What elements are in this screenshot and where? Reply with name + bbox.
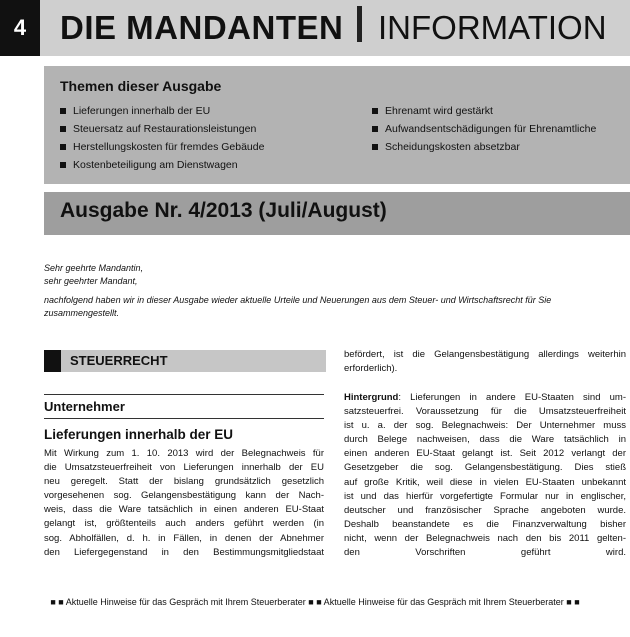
background-label: Hintergrund: [344, 392, 399, 403]
footer-text: ■ ■ Aktuelle Hinweise für das Gespräch mit Ihrem Steuerberater ■ ■ Aktuelle Hinweise für das Gespräch mit Ihrem Steuerberater ■ ■: [50, 597, 580, 607]
text-line: weis, dass die Ware tatsächlich in einen anderen EU-Staat: [44, 504, 324, 516]
page-number: 4: [0, 0, 40, 56]
topic-label: Kostenbeteiligung am Dienstwagen: [73, 159, 238, 171]
intro-text: nachfolgend haben wir in dieser Ausgabe wieder aktuelle Urteile und Neuerungen aus dem Steuer- und Wirtschaftsrecht für Sie: [44, 295, 552, 305]
text-line: erforderlich).: [344, 363, 398, 375]
section-marker: [44, 350, 61, 372]
brand-title: DIE MANDANTEN: [60, 9, 344, 46]
text-line: einen anderen EU-Staat gelangt ist. Seit 2012 verlangt der: [344, 448, 626, 460]
article-body-left: [44, 447, 324, 560]
issue-title: Ausgabe Nr. 4/2013 (Juli/August): [60, 199, 387, 222]
text-line: [344, 391, 626, 405]
topic-item[interactable]: [372, 102, 596, 120]
topic-item[interactable]: [372, 138, 596, 156]
text-line: ist u. a. der sog. Belegnachweis: Der Unternehmer muss: [344, 420, 626, 432]
greeting-line: sehr geehrter Mandant,: [44, 276, 138, 286]
text-line: den Vorschriften geführt wird.: [344, 547, 626, 559]
intro-text: zusammengestellt.: [44, 308, 120, 318]
brand-separator: [357, 6, 362, 42]
topic-item[interactable]: [60, 120, 264, 138]
topic-label: Steuersatz auf Restaurationsleistungen: [73, 123, 257, 135]
article-title: Lieferungen innerhalb der EU: [44, 427, 234, 442]
bullet-icon: [60, 144, 66, 150]
text-line: die Umsatzsteuerfreiheit von Lieferungen innerhalb der EU: [44, 462, 324, 474]
text-line: durch Belege nachweisen, dass die Ware tatsächlich in: [344, 434, 626, 446]
topic-item[interactable]: [372, 120, 596, 138]
divider: [44, 418, 324, 419]
text-line: befördert, ist die Gelangensbestätigung allerdings weiterhin: [344, 349, 626, 360]
topic-item[interactable]: [60, 102, 264, 120]
text-line: Deshalb beanstandete es die Finanzverwaltung bisher: [344, 518, 626, 530]
subheading: Unternehmer: [44, 399, 125, 414]
text-line: Gesetzgeber die sog. Gelangensbestätigung. Dies stieß: [344, 462, 626, 474]
article-body-right-top: [344, 348, 626, 376]
text-line: den Liefergegenstand in den Bestimmungsmitgliedstaat: [44, 546, 324, 558]
bullet-icon: [60, 108, 66, 114]
topic-label: Aufwandsentschädigungen für Ehrenamtliche: [385, 123, 597, 135]
topic-label: Herstellungskosten für fremdes Gebäude: [73, 141, 265, 153]
topics-right-list: [372, 102, 596, 156]
section-title: STEUERRECHT: [70, 353, 168, 368]
divider: [44, 394, 324, 395]
topic-label: Scheidungskosten absetzbar: [385, 141, 520, 153]
bullet-icon: [60, 126, 66, 132]
topic-item[interactable]: [60, 156, 264, 174]
brand-subtitle: INFORMATION: [378, 9, 607, 46]
topic-label: Ehrenamt wird gestärkt: [385, 105, 493, 117]
text-line: gelangt ist, größtenteils auch anders geführt werden (in: [44, 518, 324, 530]
text-line: satzsteuerfrei. Voraussetzung für die Umsatzsteuerfreiheit: [344, 406, 626, 418]
text-line: sog. Abholfällen, d. h. in Fällen, in denen der Abnehmer: [44, 532, 324, 544]
greeting-line: Sehr geehrte Mandantin,: [44, 263, 144, 273]
text-fragment: : Lieferungen in andere EU-Staaten sind um-: [398, 392, 626, 403]
bullet-icon: [372, 108, 378, 114]
bullet-icon: [372, 126, 378, 132]
text-line: vorgesehenen sog. Gelangensbestätigung kann der Nach-: [44, 490, 324, 502]
text-line: Mit Wirkung zum 1. 10. 2013 wird der Belegnachweis für: [44, 448, 324, 459]
bullet-icon: [372, 144, 378, 150]
text-line: ist und das hierfür vorgefertigte Formular nur in englischer,: [344, 490, 626, 502]
topics-title: Themen dieser Ausgabe: [60, 78, 222, 94]
text-line: deutscher und französischer Sprache angeboten wurde.: [344, 504, 626, 516]
text-line: nicht, wenn der Belegnachweis nach den bis 2011 gelten-: [344, 532, 626, 544]
article-body-right: [344, 391, 626, 560]
topic-label: Lieferungen innerhalb der EU: [73, 105, 211, 117]
topic-item[interactable]: [60, 138, 264, 156]
bullet-icon: [60, 162, 66, 168]
topics-left-list: [60, 102, 264, 174]
text-line: auf große Kritik, weil diese in vielen EU-Staaten unbekannt: [344, 476, 626, 488]
text-line: neu geregelt. Statt der bislang grundsätzlich gesetzlich: [44, 476, 324, 488]
